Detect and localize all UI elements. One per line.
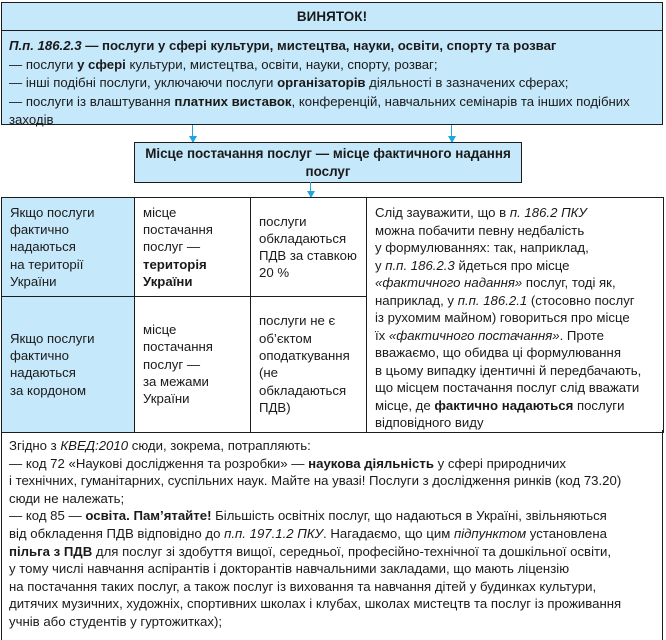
kved-text: для послуг зі здобуття вищої, середньої, професійно-технічної та дошкільної освіти, — [92, 543, 612, 559]
kved-text: Більшість освітніх послуг, що надаються в Україні, звільняються — [211, 508, 607, 524]
exception-item-bold: платних виставок — [174, 93, 292, 109]
kved-line — [9, 543, 662, 561]
cell-line: оподаткування — [259, 348, 350, 364]
rules-table — [1, 197, 664, 433]
kved-text: . Нагадаємо, що цим — [323, 525, 454, 541]
cell-line: об’єктом — [259, 330, 312, 346]
exception-heading-ref: П.п. 186.2.3 — [9, 38, 82, 53]
kved-line: дитячих музичних, художніх, спортивних школах і клубах, школах мистецтв та послуг із проживання — [9, 596, 622, 612]
table-row — [2, 198, 664, 297]
exception-item-text: — послуги із влаштування — [9, 93, 175, 109]
kved-line: учнів або студентів у гуртожитках); — [9, 613, 223, 629]
cell-line: за кордоном — [10, 382, 87, 398]
exception-item-text: — інші подібні послуги, уключаючи послуги — [9, 75, 278, 91]
kved-bold: освіта. Пам’ятайте! — [85, 508, 212, 524]
note-text: послуг, тоді як, — [522, 275, 616, 290]
cell-line: України — [10, 274, 57, 290]
kved-text: від обкладення ПДВ відповідно до — [9, 525, 225, 541]
condition-cell — [2, 198, 135, 297]
exception-body — [2, 31, 662, 130]
note-text: місце, де — [375, 397, 435, 413]
note-text: у — [375, 257, 386, 273]
kved-text: Згідно з — [9, 438, 61, 453]
note-text: наприклад, у — [375, 292, 458, 308]
kved-text: — код 72 «Наукові дослідження та розробки» — — [9, 455, 309, 471]
note-ref: п.п. 186.2.1 — [457, 292, 528, 308]
note-line: відповідного виду — [375, 415, 484, 430]
note-line: можна побачити певну недбалість — [375, 222, 585, 238]
kved-line — [9, 525, 662, 543]
note-ref: п. 186.2 ПКУ — [509, 205, 587, 220]
cell-line: послуги не є — [259, 313, 336, 329]
cell-line: (не — [259, 365, 279, 381]
place-of-supply-line: послуг — [305, 163, 351, 179]
result-cell — [251, 198, 367, 297]
kved-line: сюди не належать; — [9, 490, 125, 506]
cell-line: за межами — [143, 374, 209, 389]
kved-ref: КВЕД:2010 — [60, 438, 129, 453]
kved-text: установлена — [526, 525, 608, 541]
exception-heading — [9, 37, 655, 56]
exception-item-text: культури, мистецтва, освіти, науки, спорту, розваг; — [125, 56, 438, 72]
cell-line-bold: України — [143, 274, 193, 290]
cell-line: місце — [143, 322, 177, 338]
exception-heading-text: — послуги у сфері культури, мистецтва, науки, освіти, спорту та розваг — [81, 38, 557, 53]
note-line — [375, 327, 657, 345]
place-of-supply-box — [134, 142, 522, 183]
cell-line: України — [143, 391, 190, 407]
exception-item — [9, 56, 655, 75]
arrow-down-icon — [192, 125, 193, 142]
place-cell — [135, 198, 251, 297]
note-line — [375, 292, 657, 310]
exception-title: ВИНЯТОК! — [2, 3, 662, 31]
kved-line: у тому числі навчання аспірантів і докторантів навчальними закладами, що мають ліцензію — [9, 561, 570, 577]
cell-line: на території — [10, 256, 84, 272]
note-text: їх — [375, 327, 389, 343]
cell-line: надаються — [10, 365, 76, 381]
kved-ref: підпунктом — [453, 525, 527, 541]
exception-item-bold: у сфері — [77, 56, 126, 72]
note-quote: «фактичного постачання» — [388, 327, 560, 343]
note-line: у формулюваннях: так, наприклад, — [375, 240, 589, 255]
exception-item — [9, 74, 655, 93]
kved-text: у сфері природничих — [433, 455, 566, 471]
note-text: послуги — [573, 397, 625, 413]
cell-line: фактично — [10, 222, 69, 238]
exception-box — [1, 2, 663, 128]
kved-line: на постачання таких послуг, а також послуг із виховання та навчання дітей у будинках культури, — [9, 578, 597, 594]
exception-item — [9, 93, 655, 112]
cell-line: послуги — [259, 213, 307, 229]
kved-line: і технічних, гуманітарних, суспільних наук. Майте на увазі! Послуги з дослідження ринків (код 73.20) — [9, 473, 622, 489]
exception-item-continued: заходів — [9, 112, 54, 128]
kved-line — [9, 437, 662, 455]
note-line — [375, 257, 657, 275]
result-cell — [251, 297, 367, 432]
cell-line: послуг — — [143, 239, 201, 255]
cell-line: фактично — [10, 348, 69, 364]
cell-line-bold: територія — [143, 256, 207, 272]
note-bold: фактично надаються — [434, 397, 574, 413]
cell-line: Якщо послуги — [10, 204, 95, 220]
exception-item-text: діяльності в зазначених сферах; — [365, 75, 569, 91]
note-line: вважаємо, що обидва ці формулювання — [375, 345, 621, 360]
arrow-down-icon — [310, 182, 311, 197]
cell-line: 20 % — [259, 265, 290, 281]
kved-text: — код 85 — — [9, 508, 86, 524]
cell-line: обкладаються — [259, 382, 347, 398]
kved-box — [1, 430, 663, 640]
cell-line: послуг — — [143, 356, 201, 372]
note-quote: «фактичного надання» — [375, 275, 523, 290]
note-cell — [367, 198, 664, 433]
kved-line — [9, 507, 662, 525]
cell-line: Якщо послуги — [10, 330, 95, 346]
place-of-supply-line: Місце постачання послуг — місце фактичного надання — [145, 146, 511, 161]
exception-item-text: , конференцій, навчальних семінарів та інших подібних — [291, 93, 630, 109]
note-line — [375, 397, 657, 415]
note-text: Слід зауважити, що в — [375, 205, 510, 220]
arrow-down-icon — [451, 125, 452, 142]
kved-line — [9, 455, 662, 473]
cell-line: місце — [143, 204, 177, 220]
note-line: із рухомим майном) говориться про місце — [375, 310, 630, 325]
note-ref: п.п. 186.2.3 — [385, 257, 455, 273]
note-text: йдеться про місце — [454, 257, 570, 273]
condition-cell — [2, 297, 135, 432]
cell-line: постачання — [143, 339, 213, 355]
note-line: що місцем постачання послуг слід вважати — [375, 380, 640, 395]
kved-bold: пільга з ПДВ — [9, 543, 93, 559]
note-text: (стосовно послуг — [527, 292, 635, 308]
kved-ref: п.п. 197.1.2 ПКУ — [224, 525, 324, 541]
cell-line: постачання — [143, 222, 213, 238]
cell-line: надаються — [10, 239, 76, 255]
note-line — [375, 274, 657, 292]
note-line — [375, 204, 657, 222]
note-text: . Проте — [559, 327, 605, 343]
cell-line: ПДВ) — [259, 399, 291, 415]
exception-item-bold: організаторів — [277, 75, 366, 91]
kved-bold: наукова діяльність — [308, 455, 434, 471]
note-line: в цьому випадку ідентичні й передбачають, — [375, 362, 642, 378]
cell-line: ПДВ за ставкою — [259, 248, 357, 264]
cell-line: обкладаються — [259, 230, 347, 246]
place-cell — [135, 297, 251, 432]
kved-text: сюди, зокрема, потрапляють: — [128, 438, 311, 453]
exception-item-text: — послуги — [9, 56, 78, 72]
